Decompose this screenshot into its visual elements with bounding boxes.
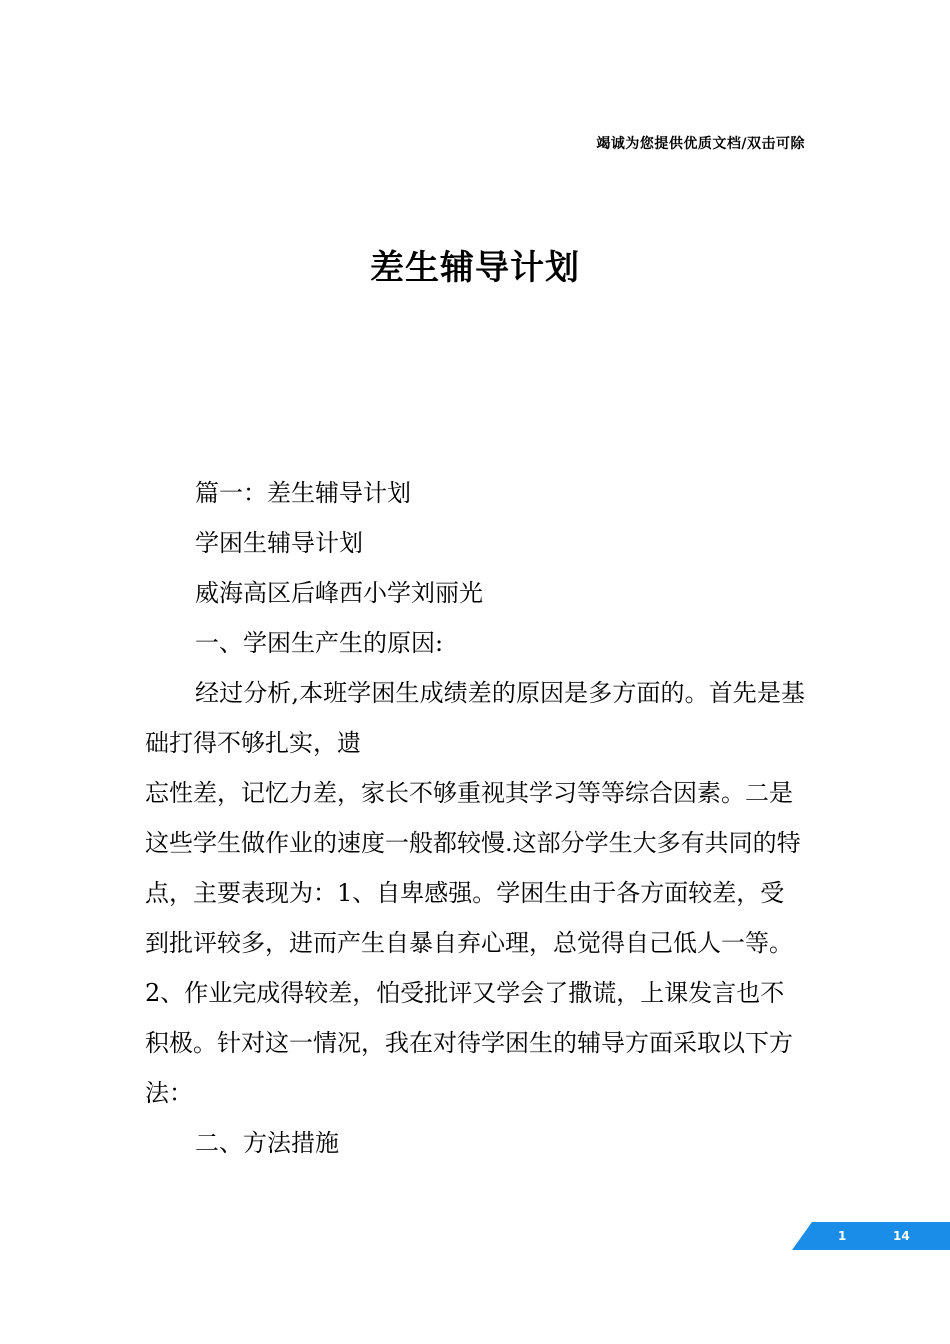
section-heading-methods: 二、方法措施: [195, 1129, 339, 1157]
document-title: 差生辅导计划: [370, 248, 580, 288]
body-line-plan-name: 学困生辅导计划: [195, 529, 363, 557]
body-line-author: 威海高区后峰西小学刘丽光: [195, 579, 483, 607]
paragraph-causes-first: 经过分析,本班学困生成绩差的原因是多方面的。首先是基础打得不够扎实，遗: [145, 679, 805, 757]
page-number: 1: [838, 1229, 847, 1243]
footer-page-band: [792, 1222, 950, 1250]
paragraph-causes-rest: 忘性差，记忆力差，家长不够重视其学习等等综合因素。二是这些学生做作业的速度一般都较慢.这部分学生大多有共同的特点，主要表现为：1、自卑感强。学困生由于各方面较差，受到批评较多，进而产生自暴自弃心理，总觉得自己低人一等。2、作业完成得较差，怕受批评又学会了撒谎，上课发言也不积极。针对这一情况，我在对待学困生的辅导方面采取以下方法：: [145, 779, 801, 1107]
document-body: [145, 468, 805, 1168]
body-line-subtitle: 篇一：差生辅导计划: [195, 479, 411, 507]
header-note: 竭诚为您提供优质文档/双击可除: [596, 136, 805, 152]
section-heading-causes: 一、学困生产生的原因:: [195, 629, 444, 657]
page-total: 14: [893, 1229, 910, 1243]
